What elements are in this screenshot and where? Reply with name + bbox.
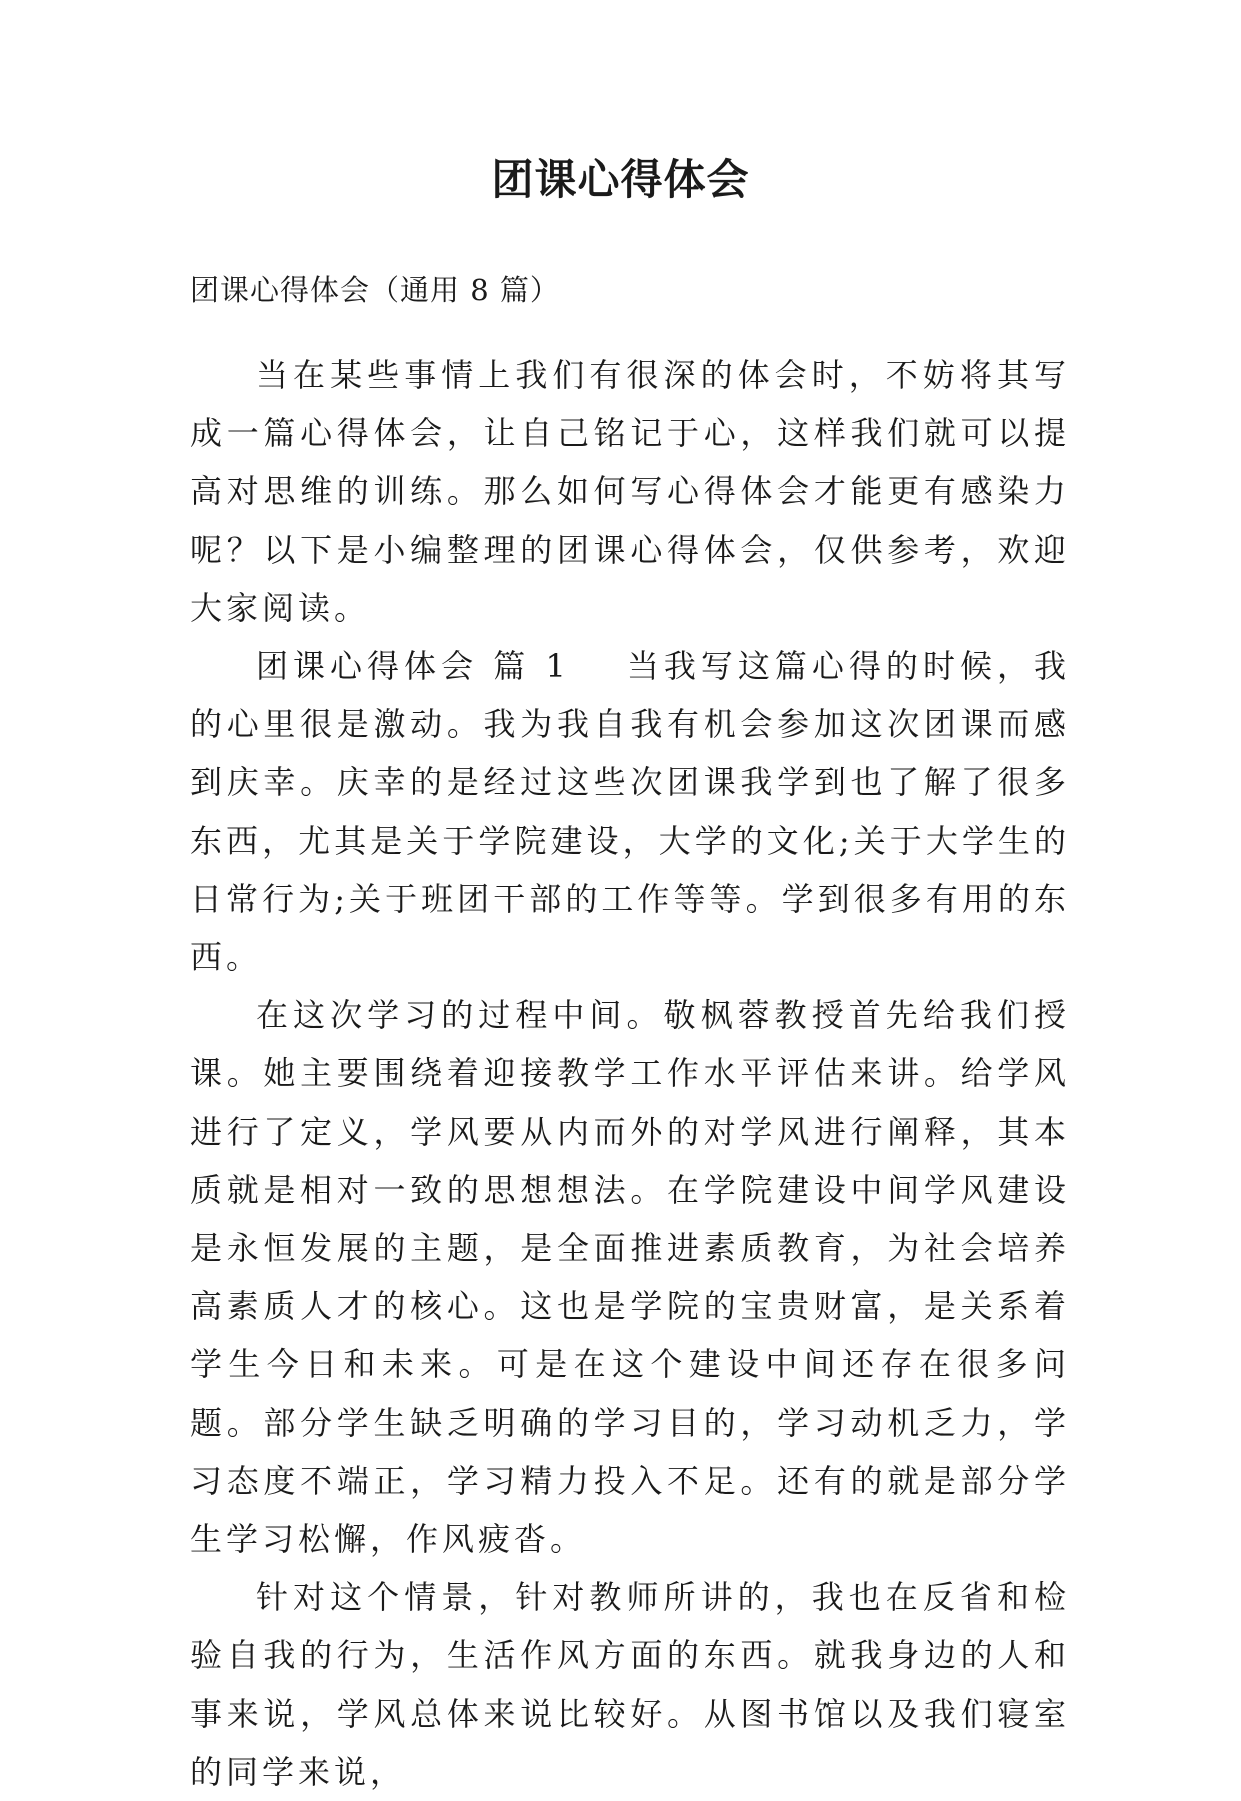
section-1-heading: 团课心得体会 篇 1 bbox=[256, 647, 570, 686]
intro-paragraph: 当在某些事情上我们有很深的体会时，不妨将其写成一篇心得体会，让自己铭记于心，这样我们就可以提高对思维的训练。那么如何写心得体会才能更有感染力呢？以下是小编整理的团课心得体会，仅供参考，欢迎大家阅读。 bbox=[190, 356, 1070, 627]
document-title: 团课心得体会 bbox=[491, 155, 750, 204]
section-1-paragraph-2: 在这次学习的过程中间。敬枫蓉教授首先给我们授课。她主要围绕着迎接教学工作水平评估来讲。给学风进行了定义，学风要从内而外的对学风进行阐释，其本质就是相对一致的思想想法。在学院建设中间学风建设是永恒发展的主题，是全面推进素质教育，为社会培养高素质人才的核心。这也是学院的宝贵财富，是关系着学生今日和未来。可是在这个建设中间还存在很多问题。部分学生缺乏明确的学习目的，学习动机乏力，学习态度不端正，学习精力投入不足。还有的就是部分学生学习松懈，作风疲沓。 bbox=[190, 996, 1070, 1559]
document-subtitle: 团课心得体会（通用 8 篇） bbox=[190, 273, 560, 307]
document-body bbox=[190, 346, 1070, 1801]
section-1-paragraph-1 bbox=[190, 637, 1070, 986]
section-1-paragraph-1-text: 当我写这篇心得的时候，我的心里很是激动。我为我自我有机会参加这次团课而感到庆幸。庆幸的是经过这些次团课我学到也了解了很多东西，尤其是关于学院建设，大学的文化;关于大学生的日常行为;关于班团干部的工作等等。学到很多有用的东西。 bbox=[190, 647, 1070, 977]
section-1-paragraph-3: 针对这个情景，针对教师所讲的，我也在反省和检验自我的行为，生活作风方面的东西。就我身边的人和事来说，学风总体来说比较好。从图书馆以及我们寝室的同学来说， bbox=[190, 1578, 1070, 1791]
